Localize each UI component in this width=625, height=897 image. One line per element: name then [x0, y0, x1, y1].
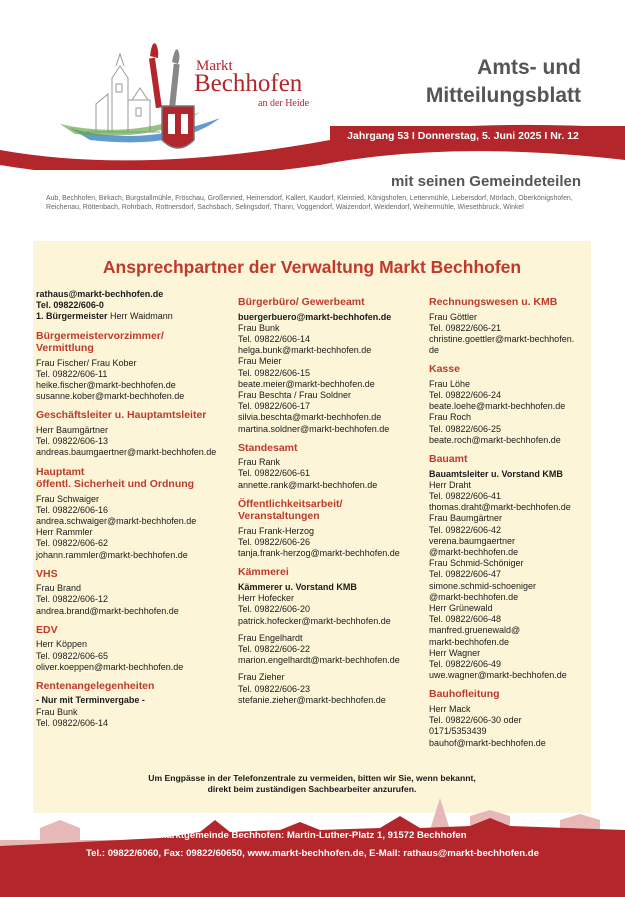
church-sketch-icon	[86, 54, 160, 132]
contact-line: Frau Zieher	[238, 672, 285, 683]
subtitle: mit seinen Gemeindeteilen	[390, 173, 581, 190]
email-link[interactable]: oliver.koeppen@markt-bechhofen.de	[36, 661, 184, 672]
contact-column-3	[429, 289, 589, 749]
contact-line: verena.baumgaertner	[429, 535, 516, 546]
contact-line: Herr Grünewald	[429, 602, 493, 613]
coat-of-arms-icon	[162, 106, 194, 148]
notice-line-2: direkt beim zuständigen Sachbearbeiter anzurufen.	[207, 784, 417, 794]
email-link[interactable]: de	[429, 345, 440, 356]
section-title: Rechnungswesen u. KMB	[429, 296, 558, 308]
contact-column-1	[36, 289, 226, 729]
contact-line: Herr Rammler	[36, 527, 93, 538]
phone-number: Tel. 09822/606-21	[429, 322, 502, 333]
col3-sections	[429, 296, 589, 749]
email-link[interactable]: johann.rammler@markt-bechhofen.de	[36, 549, 188, 560]
footer	[0, 780, 625, 897]
buergermeister	[36, 311, 226, 322]
section-subtitle: - Nur mit Terminvergabe -	[36, 695, 145, 706]
contact-line: Frau Fischer/ Frau Kober	[36, 357, 137, 368]
section-subtitle: Bauamtsleiter u. Vorstand KMB	[429, 468, 563, 479]
phone-number: Tel. 09822/606-16	[36, 504, 109, 515]
phone-number: Tel. 09822/606-47	[429, 569, 502, 580]
section-title: Standesamt	[238, 441, 298, 454]
section-subtitle: Kämmerer u. Vorstand KMB	[238, 581, 357, 592]
phone-number: Tel. 09822/606-61	[238, 468, 311, 479]
contact-line: Herr Köppen	[36, 639, 88, 650]
phone-number: Tel. 09822/606-30 oder	[429, 715, 522, 726]
footer-line-1: Marktgemeinde Bechhofen: Martin-Luther-Platz 1, 91572 Bechhofen	[158, 830, 467, 841]
contact-line: Frau Brand	[36, 583, 82, 594]
email-link[interactable]: markt-bechhofen.de	[429, 636, 510, 647]
phone-number: Tel. 09822/606-14	[238, 333, 311, 344]
panel-heading: Ansprechpartner der Verwaltung Markt Bechhofen	[102, 257, 522, 277]
phone-number: Tel. 09822/606-20	[238, 604, 311, 615]
notice-line-1: Um Engpässe in der Telefonzentrale zu vermeiden, bitten wir Sie, wenn bekannt,	[148, 773, 476, 783]
section-title: VHS	[36, 567, 58, 580]
email-link[interactable]: heike.fischer@markt-bechhofen.de	[36, 380, 176, 391]
contact-panel	[33, 241, 591, 813]
phone-number: Tel. 09822/606-25	[429, 423, 502, 434]
contact-line: Frau Schwaiger	[36, 493, 100, 504]
phone-number: Tel. 09822/606-11	[36, 368, 108, 379]
contact-line: Herr Hofecker	[238, 593, 295, 604]
contact-line: Frau Bunk	[238, 322, 280, 333]
section-title: EDV	[36, 623, 58, 636]
buergermeister-name: Herr Waidmann	[107, 311, 173, 322]
section-title: Bauhofleitung	[429, 688, 500, 701]
contact-line: Frau Rank	[238, 457, 281, 468]
logo-bechhofen: Bechhofen	[194, 70, 303, 97]
logo-markt: Markt	[196, 58, 233, 74]
contact-line: Frau Frank-Herzog	[238, 525, 315, 536]
phone-number: Tel. 09822/606-42	[429, 524, 502, 535]
email-link[interactable]: thomas.draht@markt-bechhofen.de	[429, 502, 571, 513]
paint-brush-icon	[149, 43, 180, 108]
section-title: öffentl. Sicherheit und Ordnung	[36, 478, 195, 491]
contact-line: Frau Baumgärtner	[429, 513, 503, 524]
contact-line: Frau Löhe	[429, 378, 471, 389]
contact-line: Frau Meier	[238, 356, 282, 367]
contact-line: Frau Göttler	[429, 311, 478, 322]
contact-line: Herr Mack	[429, 703, 471, 714]
contact-line: Frau Roch	[429, 412, 472, 423]
section-subtitle: buergerbuero@markt-bechhofen.de	[238, 311, 392, 322]
email-link[interactable]: patrick.hofecker@markt-bechhofen.de	[238, 615, 391, 626]
phone-number: Tel. 09822/606-24	[429, 390, 502, 401]
email-link[interactable]: susanne.kober@markt-bechhofen.de	[36, 391, 185, 402]
buergermeister-label: 1. Bürgermeister	[36, 311, 108, 322]
contact-line: Herr Baumgärtner	[36, 424, 109, 435]
email-link[interactable]: silvia.beschta@markt-bechhofen.de	[238, 412, 382, 423]
email-link[interactable]: bauhof@markt-bechhofen.de	[429, 737, 546, 748]
email-link[interactable]: stefanie.zieher@markt-bechhofen.de	[238, 694, 386, 705]
email-link[interactable]: @markt-bechhofen.de	[429, 546, 519, 557]
email-link[interactable]: @markt-bechhofen.de	[429, 591, 519, 602]
contact-line: Frau Engelhardt	[238, 632, 303, 643]
masthead	[0, 0, 625, 240]
contact-line: Frau Schmid-Schöniger	[429, 558, 524, 569]
email-link[interactable]: marion.engelhardt@markt-bechhofen.de	[238, 655, 400, 666]
section-title: Veranstaltungen	[238, 510, 320, 523]
phone-number: Tel. 09822/606-17	[238, 401, 311, 412]
contact-line: simone.schmid-schoeniger	[429, 580, 537, 591]
phone-number: Tel. 09822/606-15	[238, 367, 311, 378]
phone-number: Tel. 09822/606-23	[238, 683, 311, 694]
section-title: Kämmerei	[238, 566, 289, 579]
email-link[interactable]: helga.bunk@markt-bechhofen.de	[238, 345, 372, 356]
email-link[interactable]: uwe.wagner@markt-bechhofen.de	[429, 670, 567, 681]
phone-number: Tel. 09822/606-13	[36, 436, 109, 447]
contact-line: Frau Bunk	[36, 706, 78, 717]
section-title: Geschäftsleiter u. Hauptamtsleiter	[36, 409, 207, 422]
phone-number: Tel. 09822/606-14	[36, 717, 109, 728]
email-link[interactable]: beate.meier@markt-bechhofen.de	[238, 378, 375, 389]
rathaus-phone: Tel. 09822/606-0	[36, 300, 104, 311]
footer-line-2: Tel.: 09822/6060, Fax: 09822/60650, www.markt-bechhofen.de, E-Mail: rathaus@markt-bechhofen.de	[86, 848, 539, 859]
section-title: Kasse	[429, 363, 460, 376]
phone-number: Tel. 09822/606-26	[238, 537, 311, 548]
phone-number: Tel. 09822/606-49	[429, 658, 502, 669]
email-link[interactable]: annette.rank@markt-bechhofen.de	[238, 479, 378, 490]
contact-line: 0171/5353439	[429, 726, 487, 737]
phone-number: Tel. 09822/606-22	[238, 643, 311, 654]
email-link[interactable]: andrea.brand@markt-bechhofen.de	[36, 605, 179, 616]
email-link[interactable]: manfred.gruenewald@	[429, 625, 521, 636]
title-line-1: Amts- und	[477, 56, 581, 79]
col1-sections	[36, 330, 226, 729]
logo-an-der-heide: an der Heide	[258, 98, 310, 109]
email-link[interactable]: tanja.frank-herzog@markt-bechhofen.de	[238, 548, 400, 559]
contact-line: Herr Wagner	[429, 647, 481, 658]
section-title: Vermittlung	[36, 342, 94, 355]
contact-line: Herr Draht	[429, 479, 472, 490]
email-link[interactable]: martina.soldner@markt-bechhofen.de	[238, 423, 390, 434]
contact-column-2	[238, 289, 428, 706]
section-title: Bürgermeistervorzimmer/	[36, 329, 164, 342]
email-link[interactable]: beate.roch@markt-bechhofen.de	[429, 434, 561, 445]
phone-number: Tel. 09822/606-65	[36, 650, 109, 661]
title-line-2: Mitteilungsblatt	[425, 84, 581, 107]
section-title: Bauamt	[429, 453, 468, 466]
phone-number: Tel. 09822/606-12	[36, 594, 109, 605]
email-link[interactable]: beate.loehe@markt-bechhofen.de	[429, 401, 566, 412]
contact-line: Frau Beschta / Frau Soldner	[238, 389, 352, 400]
district-list: Aub, Bechhofen, Birkach, Burgstallmühle, Fröschau, Großenried, Heinersdorf, Kallert, Kaudorf, Kleinried, Königshofen, Lettenmühle, Liebersdorf, Mörlach, Oberkönigshofen, Reichenau, Röttenbach, Rohrbach, Rottnersdorf, Sachsbach, Selingsdorf, Thann, Voggendorf, Waizendorf, Weidendorf, Weihermühle, Wiesethbruck, Winkel	[46, 195, 573, 211]
email-link[interactable]: christine.goettler@markt-bechhofen.	[429, 333, 575, 344]
email-link[interactable]: andreas.baumgaertner@markt-bechhofen.de	[36, 447, 217, 458]
phone-number: Tel. 09822/606-41	[429, 490, 502, 501]
issue-info: Jahrgang 53 I Donnerstag, 5. Juni 2025 I Nr. 12	[347, 130, 579, 142]
col2-sections	[238, 296, 428, 706]
section-title: Rentenangelegenheiten	[36, 679, 155, 692]
section-title: Bürgerbüro/ Gewerbeamt	[238, 296, 365, 308]
phone-number: Tel. 09822/606-62	[36, 538, 109, 549]
section-title: Hauptamt	[36, 465, 85, 478]
phone-number: Tel. 09822/606-48	[429, 614, 502, 625]
section-title: Öffentlichkeitsarbeit/	[238, 497, 343, 510]
email-link[interactable]: andrea.schwaiger@markt-bechhofen.de	[36, 515, 197, 526]
rathaus-email[interactable]: rathaus@markt-bechhofen.de	[36, 289, 164, 299]
